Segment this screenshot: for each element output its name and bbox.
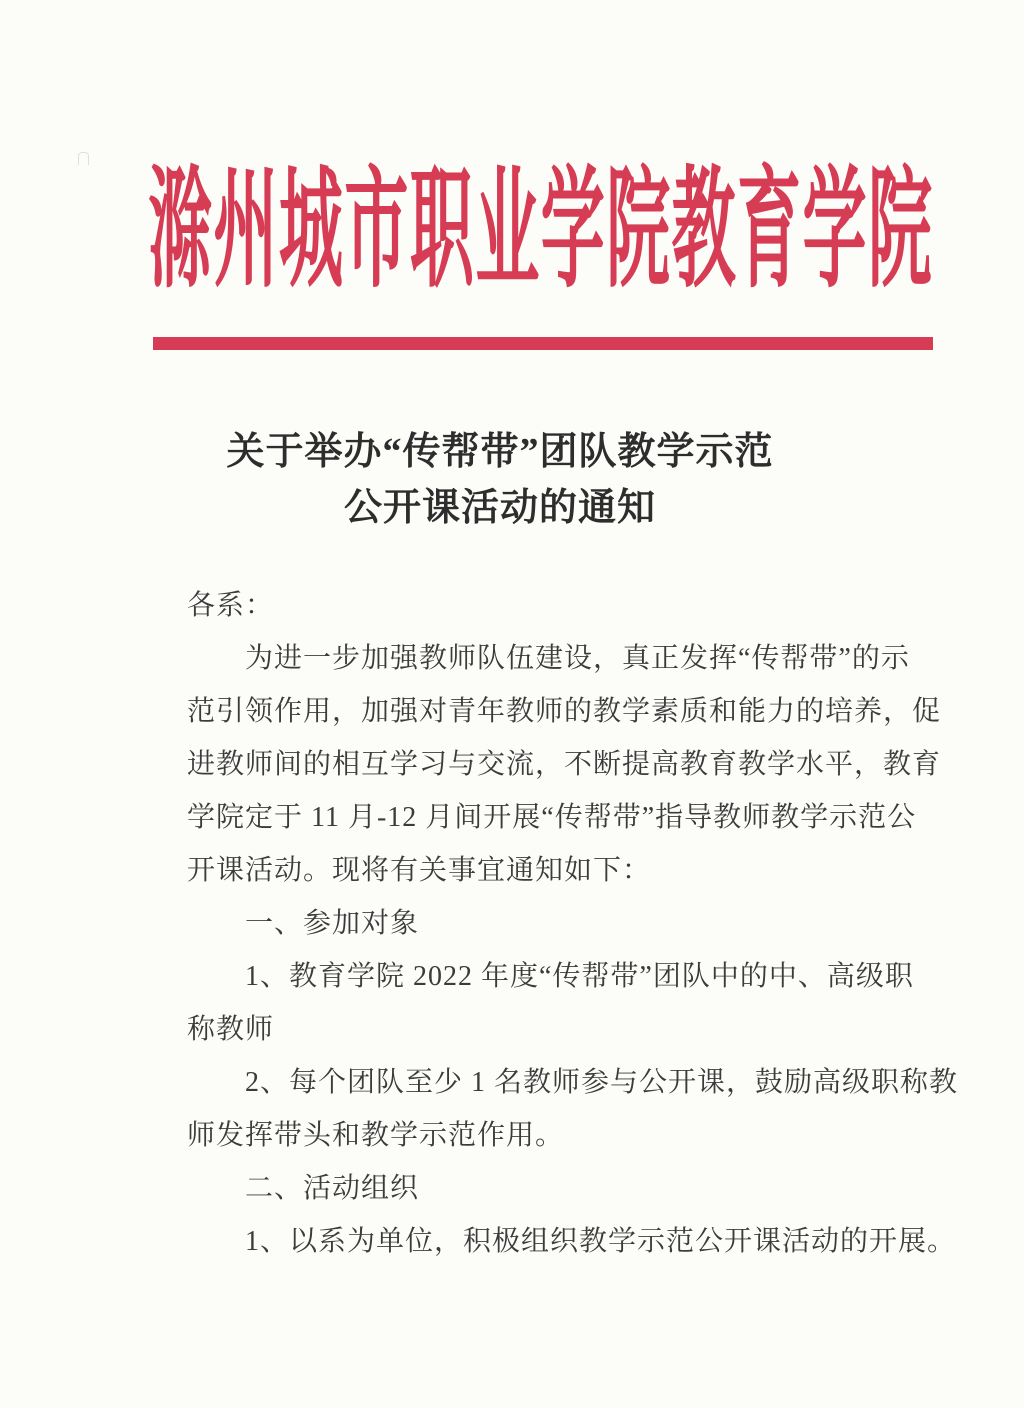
body-line: 一、参加对象 (245, 908, 420, 939)
body-line: 1、教育学院 2022 年度“传帮带”团队中的中、高级职 (245, 961, 914, 992)
notice-title (10, 424, 990, 536)
letterhead-char: 学 (802, 157, 867, 304)
letterhead-char: 院 (867, 157, 932, 304)
letterhead-char: 城 (278, 157, 343, 304)
body-line: 2、每个团队至少 1 名教师参与公开课，鼓励高级职称教 (245, 1067, 959, 1098)
body-line: 称教师 (187, 1014, 275, 1045)
body-line: 范引领作用，加强对青年教师的教学素质和能力的培养，促 (187, 696, 942, 727)
red-divider-line (153, 337, 933, 350)
letterhead-title (148, 157, 932, 311)
body-line: 师发挥带头和教学示范作用。 (187, 1120, 565, 1151)
letterhead-char: 教 (671, 157, 736, 304)
letterhead-char: 滁 (148, 157, 212, 304)
body-line: 各系： (187, 590, 275, 621)
notice-title-line2: 公开课活动的通知 (343, 487, 656, 529)
notice-body (187, 579, 959, 1268)
body-line: 开课活动。现将有关事宜通知如下： (187, 855, 652, 886)
letterhead-char: 院 (606, 157, 671, 304)
body-line: 1、以系为单位，积极组织教学示范公开课活动的开展。 (245, 1226, 957, 1257)
body-line: 二、活动组织 (245, 1173, 420, 1204)
letterhead-char: 学 (540, 157, 605, 304)
letterhead-char: 市 (344, 157, 409, 304)
body-line: 学院定于 11 月-12 月间开展“传帮带”指导教师教学示范公 (187, 802, 917, 833)
body-line: 为进一步加强教师队伍建设，真正发挥“传帮带”的示 (245, 643, 910, 674)
scan-artifact-speck (78, 152, 89, 165)
letterhead-char: 育 (737, 157, 802, 304)
notice-title-line1: 关于举办“传帮带”团队教学示范 (226, 431, 774, 473)
letterhead-char: 州 (213, 157, 278, 304)
body-line: 进教师间的相互学习与交流，不断提高教育教学水平，教育 (187, 749, 942, 780)
letterhead-char: 业 (475, 157, 540, 304)
letterhead-char: 职 (409, 157, 474, 304)
